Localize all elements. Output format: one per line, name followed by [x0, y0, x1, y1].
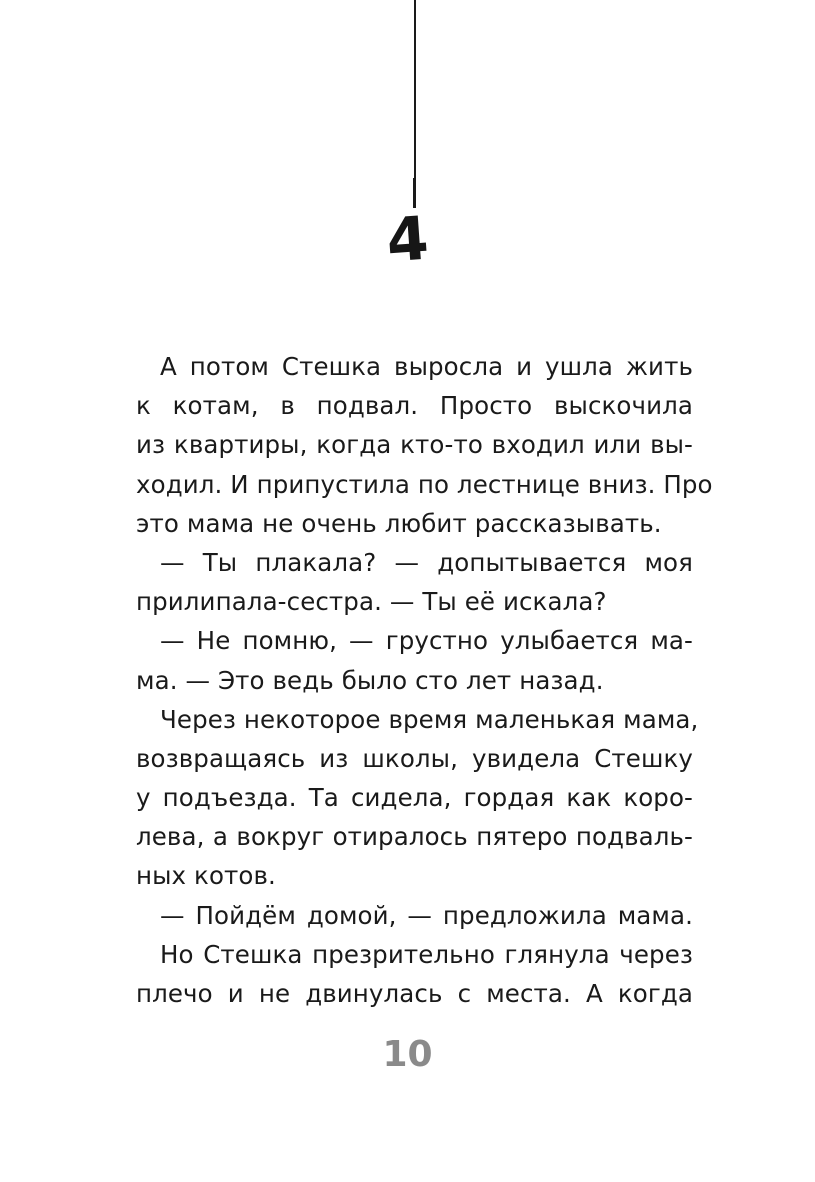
text-line: плечо и не двинулась с места. А когда: [136, 979, 693, 1008]
text-line: у подъезда. Та сидела, гордая как коро-: [136, 783, 693, 813]
text-line: возвращаясь из школы, увидела Стешку: [136, 743, 693, 773]
text-line: ма. — Это ведь было сто лет назад.: [136, 665, 604, 695]
text-line: — Не помню, — грустно улыбается ма-: [160, 626, 693, 656]
text-line: Через некоторое время маленькая мама,: [160, 704, 699, 734]
page-number: 10: [382, 1034, 433, 1075]
text-line: ходил. И припустила по лестнице вниз. Про: [136, 469, 713, 499]
text-line: — Ты плакала? — допытывается моя: [160, 547, 693, 577]
text-line: ных котов.: [136, 861, 276, 891]
text-line: прилипала-сестра. — Ты её искала?: [136, 587, 607, 617]
text-line: лева, а вокруг отиралось пятеро подваль-: [136, 822, 693, 852]
hanging-string: [414, 0, 416, 205]
text-line: Но Стешка презрительно глянула через: [160, 939, 693, 969]
body-text: [136, 347, 713, 1013]
text-line: из квартиры, когда кто-то входил или вы-: [136, 430, 693, 460]
text-line: — Пойдём домой, — предложила мама.: [160, 900, 693, 930]
chapter-number: 4: [384, 203, 431, 277]
text-line: к котам, в подвал. Просто выскочила: [136, 391, 693, 421]
text-line: это мама не очень любит рассказывать.: [136, 508, 662, 538]
text-line: А потом Стешка выросла и ушла жить: [160, 352, 693, 381]
